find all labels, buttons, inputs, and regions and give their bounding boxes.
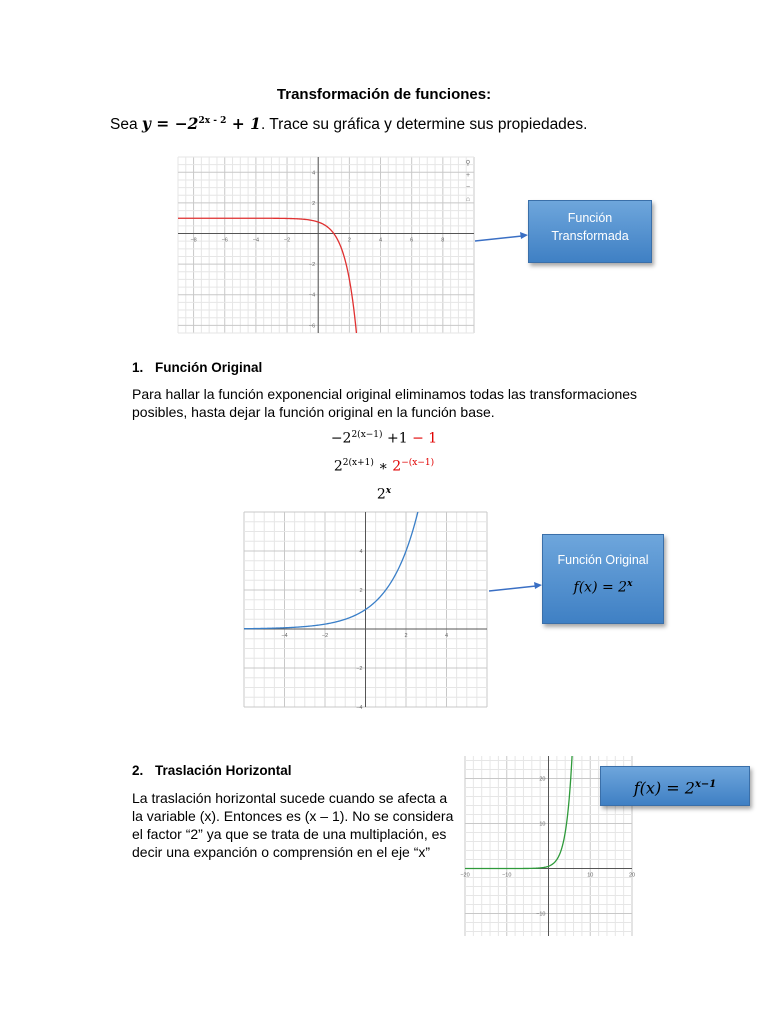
callout-line-1: Función: [567, 211, 613, 225]
section-2-line: decir una expanción o comprensión en el eje “x”: [132, 844, 431, 860]
section-2-line: la variable (x). Entonces es (x – 1). No se considera: [132, 808, 454, 824]
section-1-number: 1.: [132, 360, 144, 375]
x-tick-label: −4: [281, 633, 288, 639]
wrench-icon[interactable]: ⚲: [465, 160, 471, 167]
original-function-callout: [542, 534, 664, 624]
step-1-tail: +1: [382, 430, 413, 447]
intro-suffix: . Trace su gráfica y determine sus propiedades.: [260, 116, 588, 133]
callout-horizontal-formula-base: f(x) = 2: [633, 778, 695, 798]
section-1-paragraph: [132, 385, 637, 421]
section-2-title: Traslación Horizontal: [155, 763, 292, 778]
x-tick-label: −10: [502, 872, 512, 879]
section-1-paragraph-line-1: Para hallar la función exponencial original eliminamos todas las transformaciones: [132, 386, 638, 402]
callout-original-title: Función Original: [557, 553, 649, 567]
callout-original-formula: [543, 575, 663, 597]
intro-prefix: Sea: [110, 116, 138, 133]
transformed-function-graph: [178, 157, 474, 333]
y-tick-label: 20: [539, 776, 546, 783]
x-tick-label: −2: [283, 237, 291, 244]
step-2-removed-base: 2: [392, 458, 402, 475]
plus-icon[interactable]: +: [465, 172, 471, 179]
page-title: Transformación de funciones:: [276, 86, 492, 103]
x-tick-label: −4: [252, 237, 260, 244]
callout-original-formula-exponent: x: [627, 579, 633, 589]
y-tick-label: −4: [308, 292, 316, 299]
home-icon[interactable]: ⌂: [465, 196, 471, 203]
math-step-2: [0, 458, 768, 475]
step-2-removed-exponent: −(x−1): [401, 458, 435, 468]
y-tick-label: 10: [539, 821, 546, 828]
y-tick-label: 2: [312, 200, 316, 207]
section-1-heading: [132, 360, 262, 375]
y-tick-label: 4: [312, 170, 316, 177]
minus-icon[interactable]: −: [465, 184, 471, 191]
x-tick-label: 4: [378, 237, 383, 244]
step-1-exponent: 2(x−1): [351, 430, 383, 440]
x-tick-label: −20: [460, 872, 470, 879]
callout-horizontal-formula-exponent: x−1: [694, 779, 717, 790]
y-tick-label: −6: [308, 323, 316, 330]
transformed-function-callout: [528, 200, 652, 263]
x-tick-label: 2: [347, 237, 351, 244]
x-tick-label: −6: [221, 237, 228, 244]
x-tick-label: −8: [190, 237, 197, 244]
y-tick-label: −2: [308, 262, 316, 269]
y-tick-label: 2: [359, 588, 363, 594]
y-tick-label: 4: [359, 549, 363, 555]
x-tick-label: 2: [404, 633, 408, 639]
section-2-heading: [132, 763, 292, 778]
x-tick-label: 20: [628, 872, 636, 879]
step-2-base: 2: [333, 458, 343, 475]
section-2-line: el factor “2” ya que se trata de una multiplación, es: [132, 826, 447, 842]
original-function-graph: [244, 512, 487, 711]
step-2-exponent: 2(x+1): [342, 458, 374, 468]
intro-formula-base: y = −2: [141, 114, 199, 133]
math-step-3: [0, 486, 768, 503]
callout-line-2: Transformada: [551, 229, 629, 243]
section-2-number: 2.: [132, 763, 144, 778]
x-tick-label: −2: [321, 633, 329, 639]
step-3-base: 2: [376, 486, 386, 503]
x-tick-label: 6: [410, 237, 414, 244]
x-tick-label: 4: [444, 633, 449, 639]
horizontal-translation-callout: [600, 766, 750, 806]
y-tick-label: −4: [356, 705, 363, 711]
math-step-1: [0, 430, 768, 447]
callout-original-formula-base: f(x) = 2: [573, 579, 628, 596]
section-2-line: La traslación horizontal sucede cuando se afecta a: [132, 790, 448, 806]
x-tick-label: 10: [587, 872, 594, 879]
step-1-removed-term: − 1: [412, 430, 438, 447]
x-tick-label: 8: [441, 237, 445, 244]
arrow-to-transformed-callout: [470, 228, 532, 248]
section-1-title: Función Original: [155, 360, 263, 375]
intro-formula-tail: + 1: [226, 114, 261, 133]
section-2-paragraph: [132, 789, 453, 861]
y-tick-label: −10: [536, 911, 546, 918]
step-2-operator: ∗: [373, 458, 393, 475]
arrow-to-original-callout: [484, 578, 546, 596]
y-tick-label: −2: [356, 666, 363, 672]
section-1-paragraph-line-2: posibles, hasta dejar la función original en la función base.: [132, 404, 495, 420]
step-1-base: −2: [330, 430, 352, 447]
step-3-exponent: x: [385, 486, 392, 496]
intro-formula-exponent: 2x - 2: [198, 115, 227, 126]
intro-sentence: [110, 114, 587, 134]
